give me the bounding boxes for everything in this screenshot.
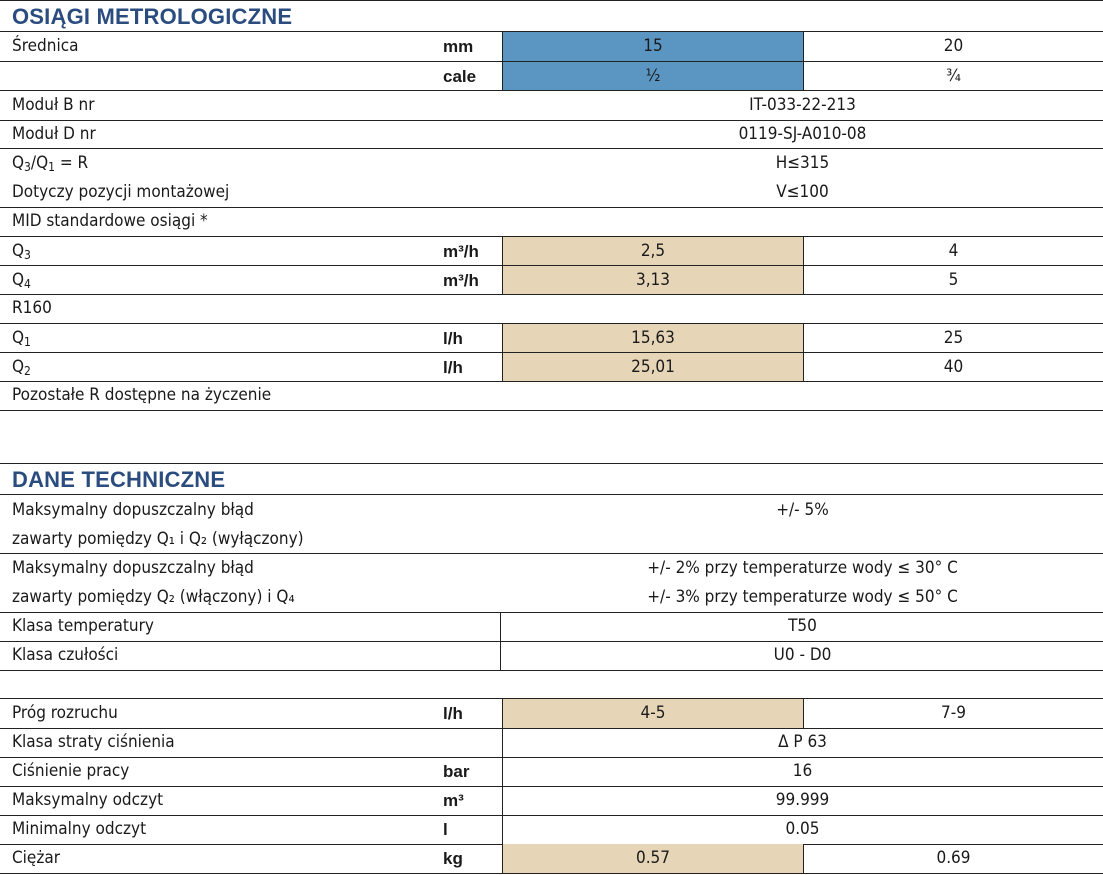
label-q2: $Q_2$ <box>12 357 31 378</box>
value-prog-15: 4-5 <box>502 699 804 728</box>
divider <box>502 237 503 294</box>
divider <box>803 324 804 381</box>
label-pozostale: Pozostałe R dostępne na życzenie <box>12 385 272 405</box>
divider <box>0 0 1103 1</box>
row-mid <box>0 207 1103 236</box>
divider <box>0 410 1103 411</box>
label-blad1-line2: zawarty pomiędzy Q₁ i Q₂ (wyłączony) <box>12 529 304 549</box>
label-max-odczyt: Maksymalny odczyt <box>12 790 164 810</box>
value-pozycja: V≤100 <box>776 182 829 202</box>
label-min-odczyt: Minimalny odczyt <box>12 819 147 839</box>
value-q1-20: 25 <box>943 328 964 348</box>
label-mid: MID standardowe osiągi * <box>12 211 208 231</box>
label-pozycja: Dotyczy pozycji montażowej <box>12 182 230 202</box>
label-ratio: $Q_3/Q_1 = R$ <box>12 153 89 174</box>
value-klasa-czulosci: U0 - D0 <box>773 645 832 665</box>
divider <box>803 699 804 728</box>
divider <box>502 32 503 91</box>
row-blad2-a <box>0 554 1103 583</box>
unit-q4: m³/h <box>443 271 479 290</box>
value-cale-20: ¾ <box>946 66 961 86</box>
value-blad2-line1: +/- 2% przy temperaturze wody ≤ 30° C <box>647 558 958 578</box>
label-q4: $Q_4$ <box>12 270 31 291</box>
value-ratio-h: H≤315 <box>775 153 830 173</box>
divider <box>0 873 1103 874</box>
value-q3-20: 4 <box>948 241 959 261</box>
label-modul-b: Moduł B nr <box>12 95 95 115</box>
divider <box>803 237 804 294</box>
label-blad2-line2: zawarty pomiędzy Q₂ (włączony) i Q₄ <box>12 587 295 607</box>
row-prog-rozruchu <box>0 699 1103 728</box>
unit-mm: mm <box>443 37 474 56</box>
divider <box>500 612 501 670</box>
unit-l: l <box>443 820 448 839</box>
value-modul-b: IT-033-22-213 <box>749 95 856 115</box>
unit-q3: m³/h <box>443 242 479 261</box>
unit-kg: kg <box>443 849 463 868</box>
value-blad1: +/- 5% <box>776 500 829 520</box>
value-q4-20: 5 <box>948 270 959 290</box>
value-max-odczyt: 99.999 <box>775 790 830 810</box>
row-q4 <box>0 266 1103 295</box>
label-strata: Klasa straty ciśnienia <box>12 732 175 752</box>
value-cale-15: ½ <box>502 62 804 91</box>
row-strata <box>0 728 1103 757</box>
label-klasa-temperatury: Klasa temperatury <box>12 616 154 636</box>
unit-q1: l/h <box>443 329 463 348</box>
row-r160 <box>0 294 1103 323</box>
row-cisnienie <box>0 757 1103 786</box>
row-q3 <box>0 237 1103 266</box>
section-title-metrology: OSIĄGI METROLOGICZNE <box>12 4 293 29</box>
value-prog-20: 7-9 <box>941 703 966 723</box>
value-ciezar-20: 0.69 <box>936 848 971 868</box>
value-ciezar-15: 0.57 <box>502 844 804 873</box>
unit-bar: bar <box>443 762 470 781</box>
divider <box>803 32 804 91</box>
label-ciezar: Ciężar <box>12 848 61 868</box>
row-q2 <box>0 353 1103 382</box>
label-klasa-czulosci: Klasa czułości <box>12 645 119 665</box>
row-klasa-temperatury <box>0 612 1103 641</box>
divider <box>803 844 804 873</box>
label-modul-d: Moduł D nr <box>12 124 96 144</box>
row-modul-d <box>0 120 1103 149</box>
unit-prog: l/h <box>443 704 463 723</box>
value-cisnienie: 16 <box>792 761 813 781</box>
value-blad2-line2: +/- 3% przy temperaturze wody ≤ 50° C <box>647 587 958 607</box>
label-prog-rozruchu: Próg rozruchu <box>12 703 118 723</box>
value-q1-15: 15,63 <box>502 324 804 353</box>
section-title-technical: DANE TECHNICZNE <box>12 467 226 492</box>
value-q2-20: 40 <box>943 357 964 377</box>
row-srednica <box>0 32 1103 61</box>
row-blad1-a <box>0 496 1103 525</box>
row-min-odczyt <box>0 815 1103 844</box>
unit-q2: l/h <box>443 358 463 377</box>
row-blad1-b <box>0 525 1103 554</box>
row-pozycja <box>0 178 1103 207</box>
value-q4-15: 3,13 <box>502 266 804 295</box>
label-blad1-line1: Maksymalny dopuszczalny błąd <box>12 500 254 520</box>
row-cale <box>0 62 1103 91</box>
label-blad2-line1: Maksymalny dopuszczalny błąd <box>12 558 254 578</box>
row-q1 <box>0 324 1103 353</box>
unit-m3: m³ <box>443 791 464 810</box>
label-srednica: Średnica <box>12 36 79 56</box>
label-q3: $Q_3$ <box>12 241 31 262</box>
unit-cale: cale <box>443 67 477 86</box>
value-q3-15: 2,5 <box>502 237 804 266</box>
value-q2-15: 25,01 <box>502 353 804 382</box>
divider <box>502 324 503 381</box>
divider <box>0 670 1103 671</box>
label-q1: $Q_1$ <box>12 328 31 349</box>
value-klasa-temperatury: T50 <box>788 616 817 636</box>
divider <box>502 699 503 873</box>
value-modul-d: 0119-SJ-A010-08 <box>738 124 867 144</box>
row-pozostale <box>0 381 1103 410</box>
row-klasa-czulosci <box>0 641 1103 670</box>
row-ratio <box>0 149 1103 178</box>
label-cisnienie: Ciśnienie pracy <box>12 761 130 781</box>
row-max-odczyt <box>0 786 1103 815</box>
row-modul-b <box>0 91 1103 120</box>
row-ciezar <box>0 844 1103 873</box>
value-dn20: 20 <box>943 36 964 56</box>
divider <box>0 494 1103 495</box>
row-blad2-b <box>0 583 1103 612</box>
value-strata: Δ P 63 <box>778 732 827 752</box>
divider <box>0 463 1103 464</box>
label-r160: R160 <box>12 298 52 318</box>
value-min-odczyt: 0.05 <box>785 819 820 839</box>
value-dn15: 15 <box>502 32 804 61</box>
